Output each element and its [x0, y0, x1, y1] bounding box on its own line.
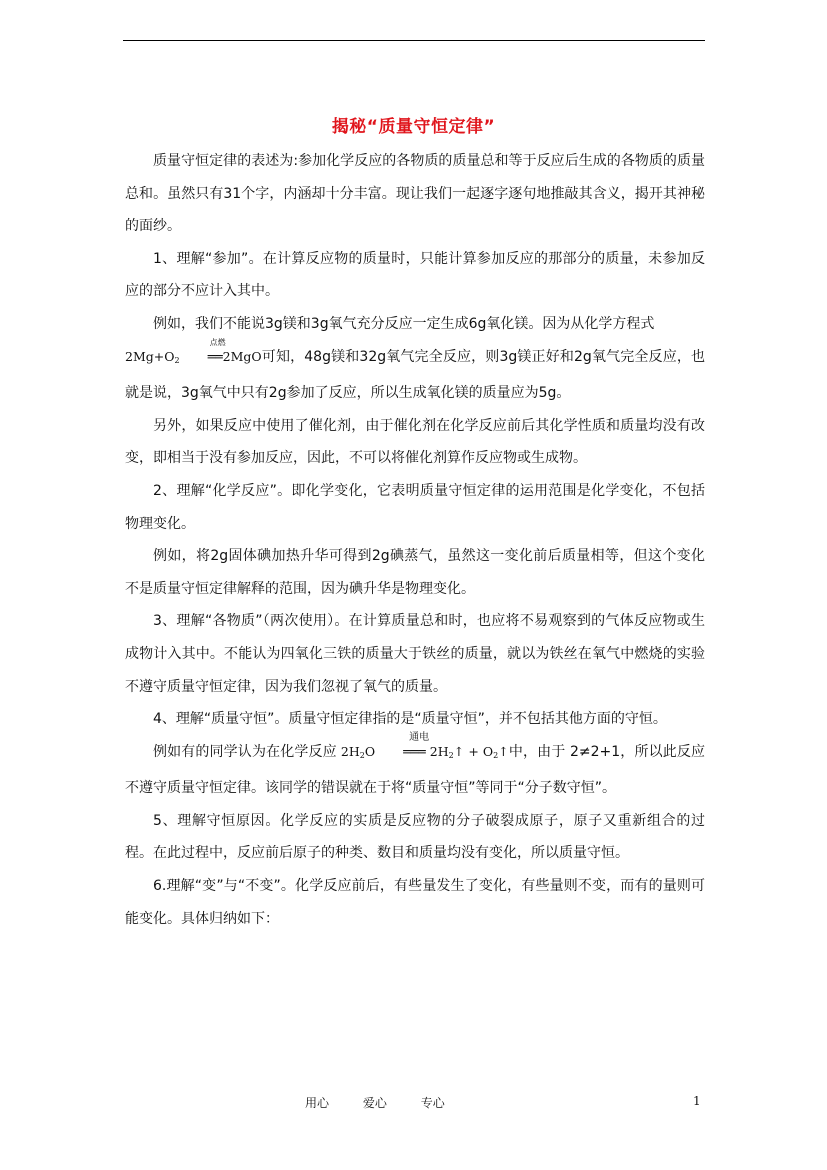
paragraph-point-5: 5、理解守恒原因。化学反应的实质是反应物的分子破裂成原子，原子又重新组合的过程。在此过程中，反应前后原子的种类、数目和质量均没有变化，所以质量守恒。: [125, 812, 705, 862]
paragraph-intro: 质量守恒定律的表述为:参加化学反应的各物质的质量总和等于反应后生成的各物质的质量总和。虽然只有31个字，内涵却十分丰富。现让我们一起逐字逐句地推敲其含义，揭开其神秘的面纱。: [125, 153, 705, 235]
paragraph-point-3: 3、理解“各物质”（两次使用）。在计算质量总和时，也应将不易观察到的气体反应物或生成物计入其中。不能认为四氧化三铁的质量大于铁丝的质量，就以为铁丝在氧气中燃烧的实验不遵守质量守恒定律，因为我们忽视了氧气的质量。: [125, 613, 705, 695]
condition-label: 点燃: [209, 337, 226, 347]
equation-arrow-2: 通电 ═══: [375, 736, 426, 769]
example-lead: 例如，我们不能说3g镁和3g氧气充分反应一定生成6g氧化镁。因为从化学方程式: [153, 315, 655, 332]
equation-water: $2H_2O$ 通电 ═══ $2H_2↑$ + $O_2↑$: [337, 744, 509, 759]
paragraph-point-1: 1、理解“参加”。在计算反应物的质量时，只能计算参加反应的那部分的质量，未参加反应的部分不应计入其中。: [125, 250, 705, 300]
paragraph-point-6: 6.理解“变”与“不变”。化学反应前后，有些量发生了变化，有些量则不变，而有的量则可能变化。具体归纳如下：: [125, 878, 705, 927]
page-number: 1: [693, 1094, 701, 1108]
paragraph-catalyst: 另外，如果反应中使用了催化剂，由于催化剂在化学反应前后其化学性质和质量均没有改变，即相当于没有参加反应，因此，不可以将催化剂算作反应物或生成物。: [125, 417, 705, 467]
document-body: [125, 145, 705, 935]
footer-item-3: 专心: [420, 1096, 445, 1110]
equation-arrow: 点燃 ══: [180, 341, 223, 374]
equation-mg: $2Mg+O_2$ 点燃 ══2MgO: [125, 349, 262, 364]
footer-motto: [305, 1094, 475, 1111]
paragraph-point-4: 4、理解“质量守恒”。质量守恒定律指的是“质量守恒”，并不包括其他方面的守恒。: [153, 711, 667, 728]
paragraph-point-2: 2、理解“化学反应”。即化学变化，它表明质量守恒定律的运用范围是化学变化，不包括物理变化。: [125, 482, 705, 532]
paragraph-example-mg: [125, 308, 705, 410]
example-tail: 可知，48g镁和32g氧气完全反应，则3g镁正好和2g氧气完全反应，也就是说，3g氧气中只有2g参加了反应，所以生成氧化镁的质量应为5g。: [125, 348, 705, 402]
condition-label-2: 通电: [409, 731, 430, 743]
footer-item-1: 用心: [305, 1096, 330, 1110]
document-title: 揭秘“质量守恒定律”: [331, 117, 496, 137]
paragraph-example-water: 例如有的同学认为在化学反应 $2H_2O$ 通电 ═══ $2H_2↑$ + $O_2↑$中，由于 2≠2+1，所以此反应不遵守质量守恒定律。该同学的错误就在于将“质量守恒”等同于“分子数守恒”。: [125, 736, 705, 805]
paragraph-example-iodine: 例如，将2g固体碘加热升华可得到2g碘蒸气，虽然这一变化前后质量相等，但这个变化不是质量守恒定律解释的范围，因为碘升华是物理变化。: [125, 548, 705, 597]
header-rule: [123, 40, 705, 41]
footer-item-2: 爱心: [362, 1096, 387, 1110]
